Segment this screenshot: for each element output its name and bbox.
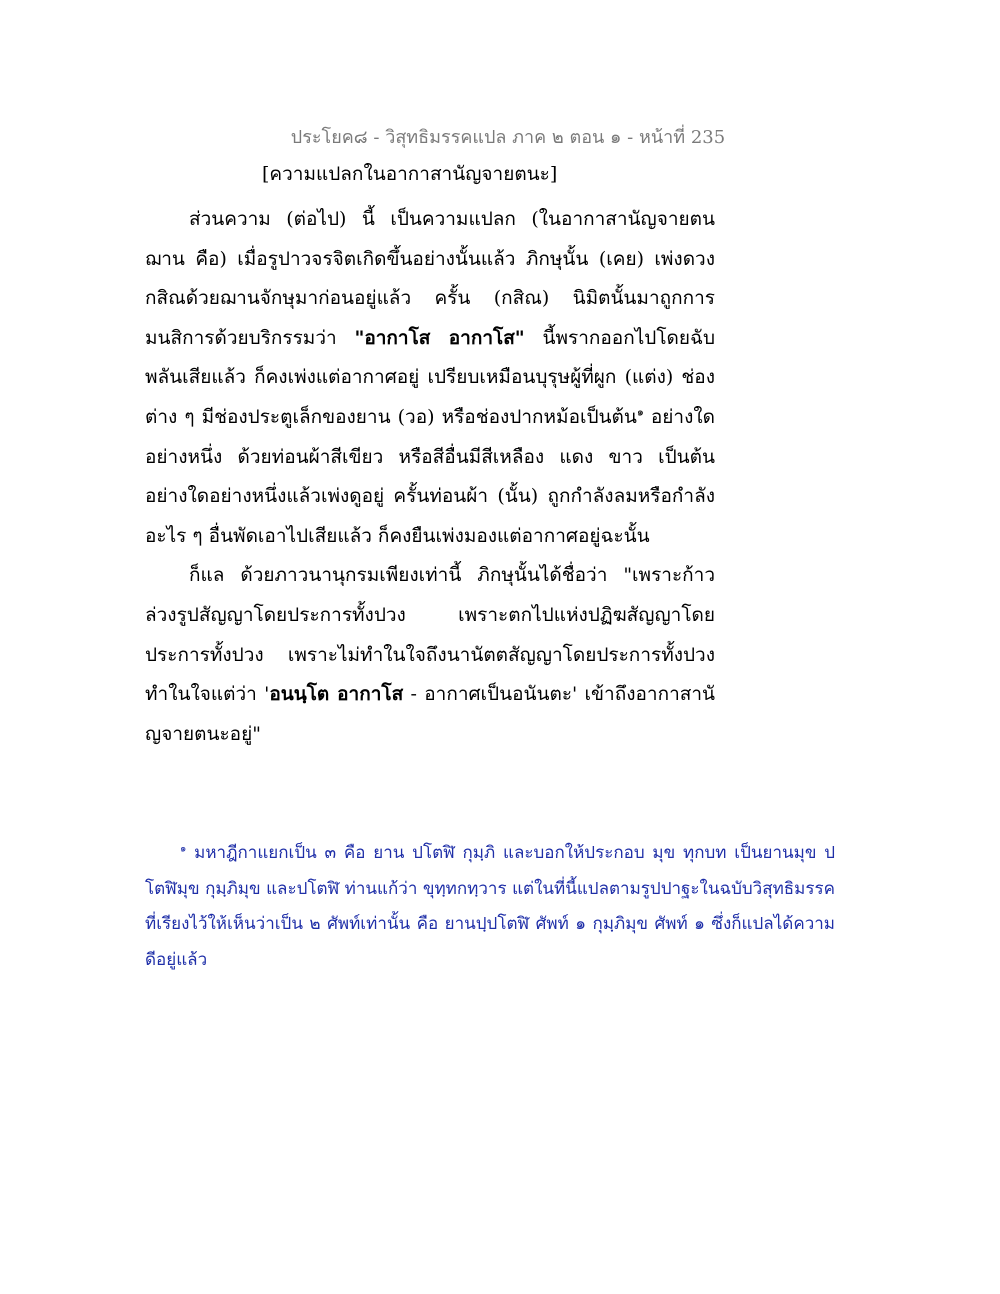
footnote-reference[interactable]: ๑ [636,405,644,419]
paragraph-1-text-c: อย่างใดอย่างหนึ่ง ด้วยท่อนผ้าสีเขียว หรือสีอื่นมีสีเหลือง แดง ขาว เป็นต้น อย่างใดอย่างหนึ่งแล้วเพ่งดูอยู่ ครั้นท่อนผ้า (นั้น) ถูกกำลังลมหรือกำลังอะไร ๆ อื่นพัดเอาไปเสียแล้ว ก็คงยืนเพ่งมองแต่อากาศอยู่ฉะนั้น [145,405,715,547]
paragraph-1-text-b: นี้พรากออกไปโดยฉับพลันเสียแล้ว ก็คงเพ่งแต่อากาศอยู่ เปรียบเหมือนบุรุษผู้ที่ผูก (แต่ง) ช่องต่าง ๆ มีช่องประตูเล็กของยาน (วอ) หรือช่องปากหม้อเป็นต้น [145,326,715,428]
section-heading: [ความแปลกในอากาสานัญจายตนะ] [262,163,558,185]
footnote-marker: ๑ [180,843,187,855]
paragraph-1-bold-term: "อากาโส อากาโส" [354,326,525,349]
body-text [145,200,715,754]
footnote-text: มหาฎีกาแยกเป็น ๓ คือ ยาน ปโตฬิ กุมฺภิ และบอกให้ประกอบ มุข ทุกบท เป็นยานมุข ปโตฬิมุข กุมฺภิมุข และปโตฬิ ท่านแก้ว่า ขุทฺทกทฺวาร แต่ในที่นี้แปลตามรูปปาฐะในฉบับวิสุทธิมรรค ที่เรียงไว้ให้เห็นว่าเป็น ๒ ศัพท์เท่านั้น คือ ยานปฺปโตฬิ ศัพท์ ๑ กุมฺภิมุข ศัพท์ ๑ ซึ่งก็แปลได้ความดีอยู่แล้ว [145,843,835,970]
paragraph-2-bold-term: อนนฺโต อากาโส [269,683,404,706]
paragraph-1 [145,200,715,556]
paragraph-2-text-b: - อากาศเป็นอนันตะ' เข้าถึงอากาสานัญจายตนะอยู่" [145,683,715,745]
footnote [145,836,835,978]
paragraph-2 [145,556,715,754]
paragraph-1-text-a: ส่วนความ (ต่อไป) นี้ เป็นความแปลก (ในอากาสานัญจายตนฌาน คือ) เมื่อรูปาวจรจิตเกิดขึ้นอย่างนั้นแล้ว ภิกษุนั้น (เคย) เพ่งดวงกสิณด้วยฌานจักษุมาก่อนอยู่แล้ว ครั้น (กสิณ) นิมิตนั้นมาถูกการมนสิการด้วยบริกรรมว่า [145,208,715,349]
running-header: ประโยค๘ - วิสุทธิมรรคแปล ภาค ๒ ตอน ๑ - หน้าที่ 235 [290,127,726,148]
paragraph-2-text-a: ก็แล ด้วยภาวนานุกรมเพียงเท่านี้ ภิกษุนั้นได้ชื่อว่า "เพราะก้าวล่วงรูปสัญญาโดยประการทั้งปวง เพราะตกไปแห่งปฏิฆสัญญาโดยประการทั้งปวง เพราะไม่ทำในใจถึงนานัตตสัญญาโดยประการทั้งปวง ทำในใจแต่ว่า ' [145,564,715,706]
